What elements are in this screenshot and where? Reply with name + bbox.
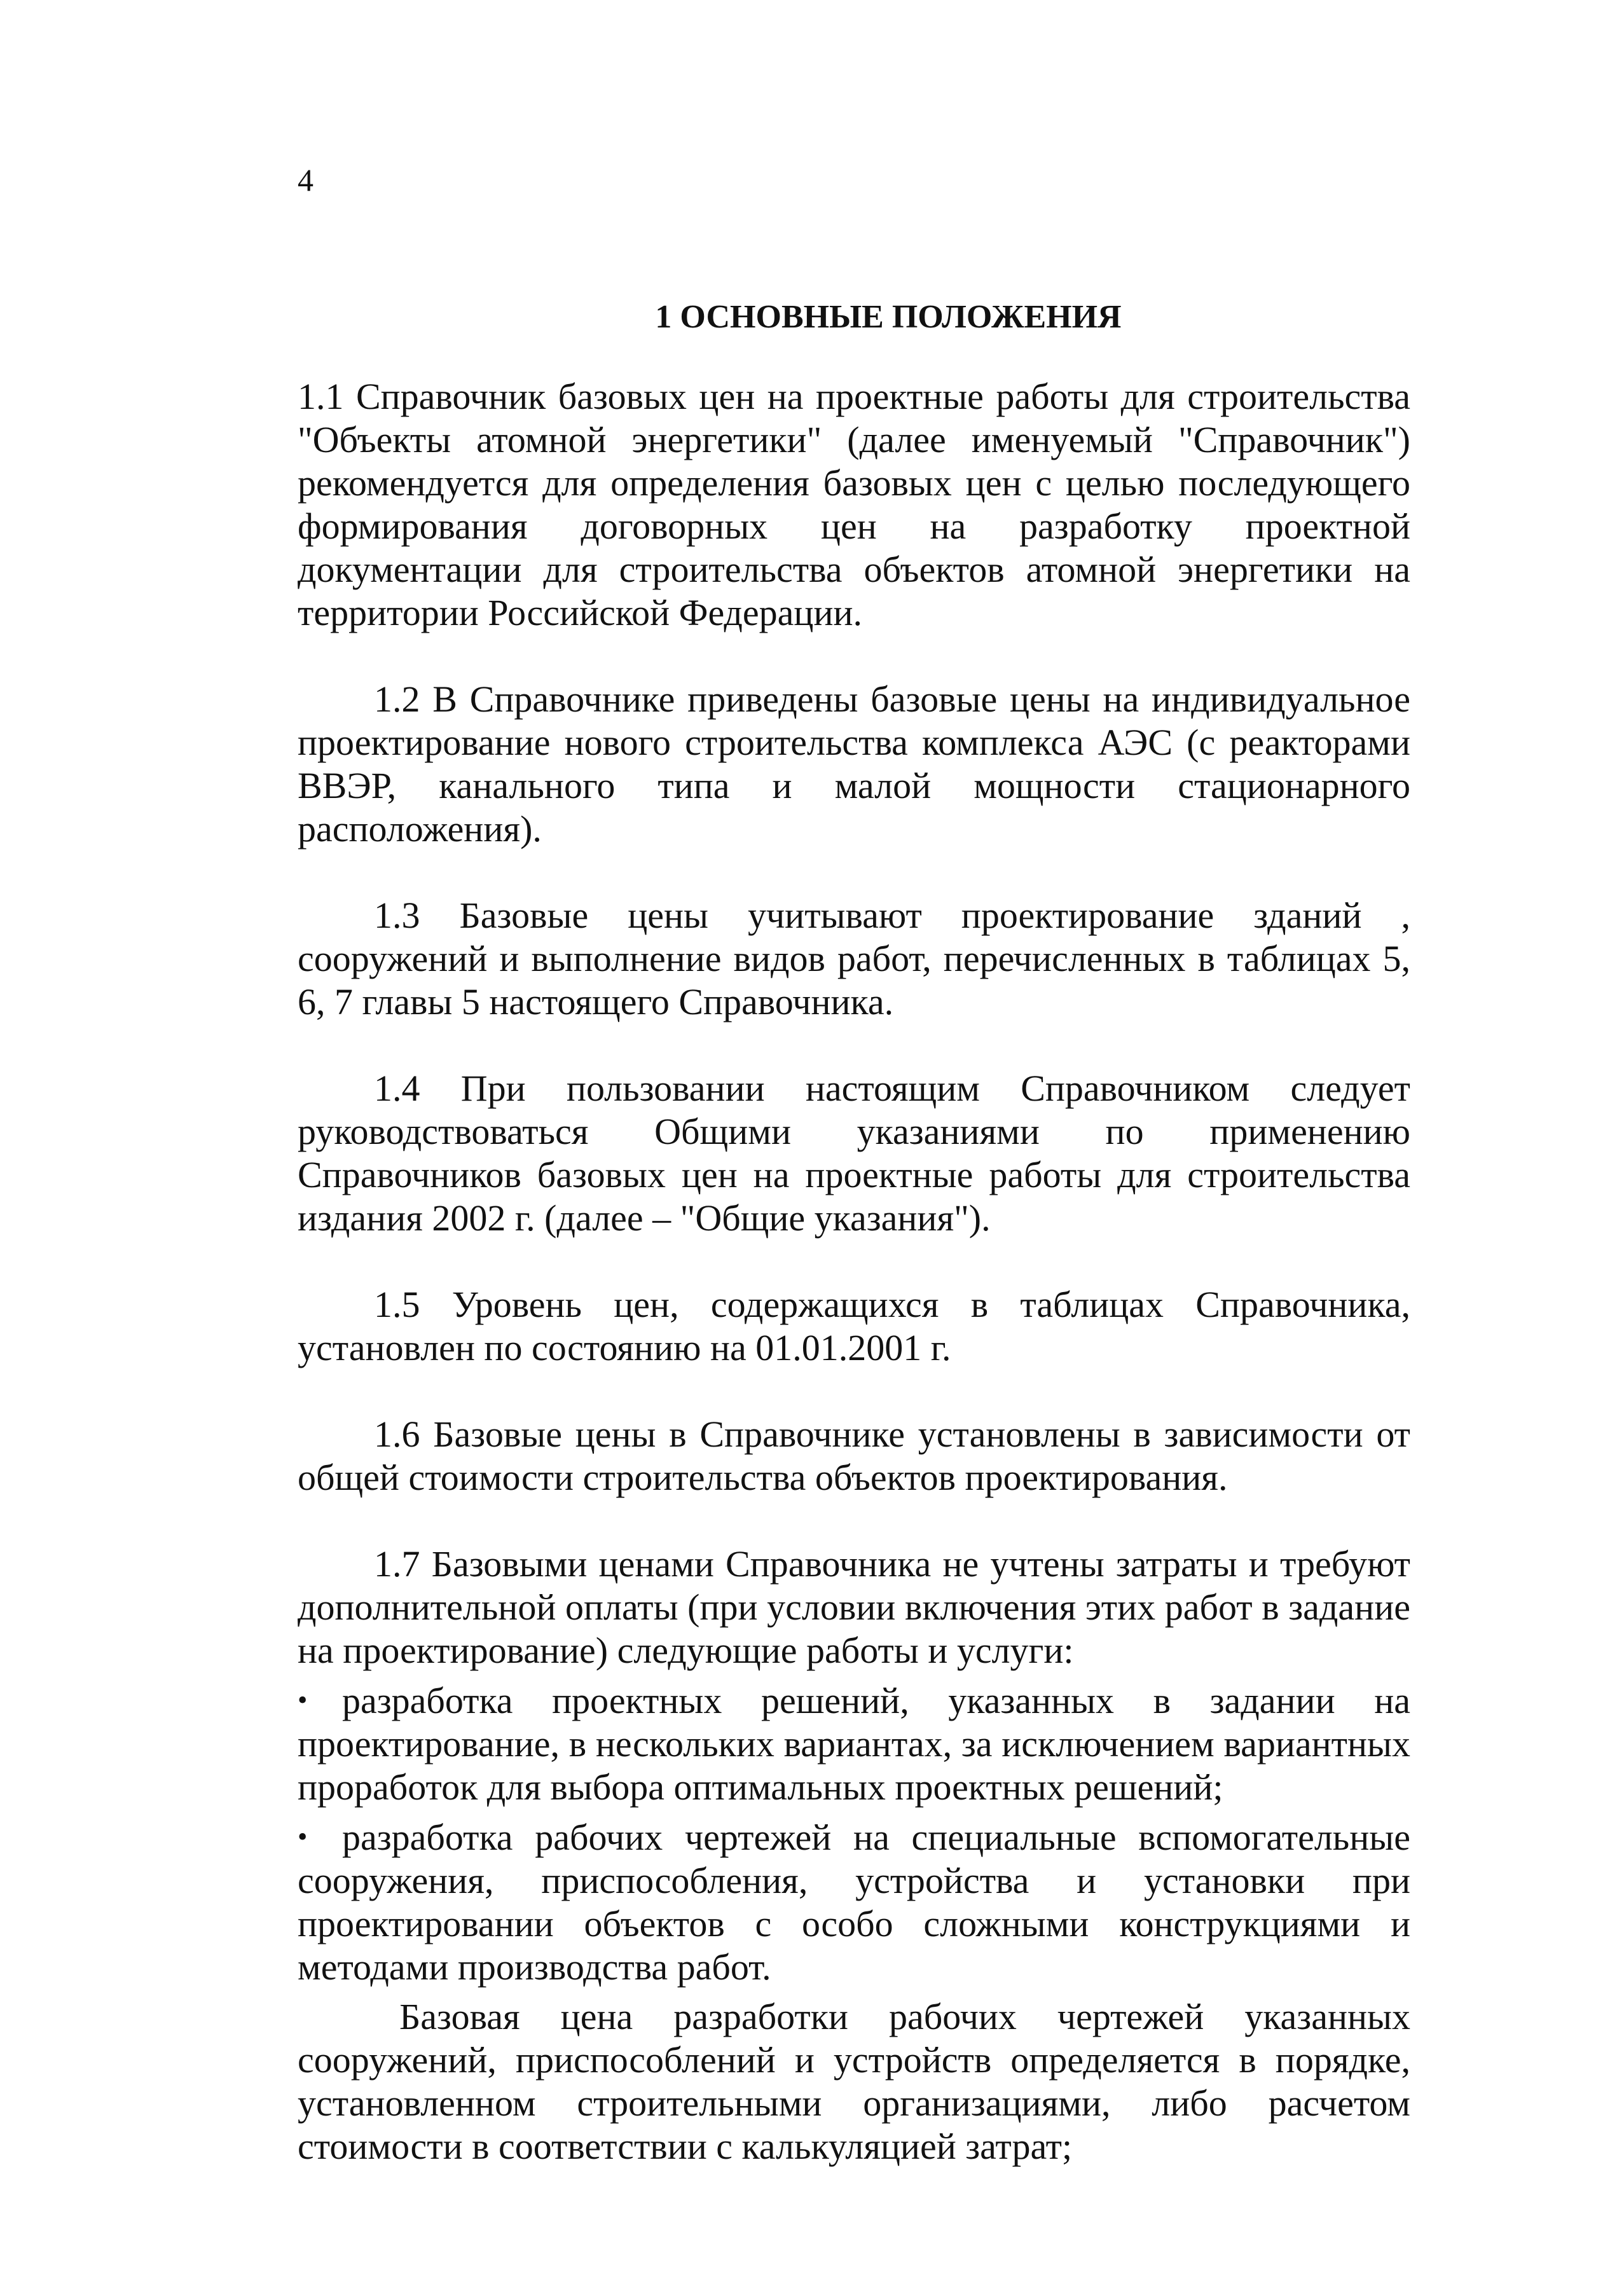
paragraph-1-1: [298, 375, 1410, 635]
list-item-text: разработка рабочих чертежей на специальные вспомогательные сооружения, приспособления, устройства и установки при проектировании объектов с особо сложными конструкциями и методами производства работ.: [298, 1817, 1410, 1988]
paragraph-1-2: [298, 678, 1410, 851]
paragraph-1-6: [298, 1413, 1410, 1499]
paragraph-1-2-text: 1.2 В Справочнике приведены базовые цены на индивидуальное проектирование нового строительства комплекса АЭС (с реакторами ВВЭР, канального типа и малой мощности стационарного расположения).: [298, 678, 1410, 850]
page-number: 4: [298, 162, 313, 198]
section-heading: 1 ОСНОВНЫЕ ПОЛОЖЕНИЯ: [655, 299, 1122, 335]
paragraph-1-6-text: 1.6 Базовые цены в Справочнике установлены в зависимости от общей стоимости строительства объектов проектирования.: [298, 1414, 1410, 1498]
bullet-icon: •: [298, 1821, 308, 1852]
document-body: [298, 375, 1410, 2168]
paragraph-1-1-text: 1.1 Справочник базовых цен на проектные работы для строительства "Объекты атомной энергетики" (далее именуемый "Справочник") рекомендуется для определения базовых цен с целью последующего формирования договорных цен на разработку проектной документации для строительства объектов атомной энергетики на территории Российской Федерации.: [298, 376, 1410, 633]
paragraph-1-7: [298, 1543, 1410, 1672]
note-paragraph: [298, 1995, 1410, 2168]
list-item-text: разработка проектных решений, указанных в задании на проектирование, в нескольких вариантах, за исключением вариантных проработок для выбора оптимальных проектных решений;: [298, 1680, 1410, 1808]
paragraph-1-5: [298, 1283, 1410, 1370]
paragraph-1-4-text: 1.4 При пользовании настоящим Справочником следует руководствоваться Общими указаниями по применению Справочников базовых цен на проектные работы для строительства издания 2002 г. (далее – "Общие указания").: [298, 1068, 1410, 1239]
paragraph-1-3-text: 1.3 Базовые цены учитывают проектирование зданий , сооружений и выполнение видов работ, перечисленных в таблицах 5, 6, 7 главы 5 настоящего Справочника.: [298, 895, 1410, 1022]
bullet-icon: •: [298, 1684, 308, 1716]
paragraph-1-7-text: 1.7 Базовыми ценами Справочника не учтены затраты и требуют дополнительной оплаты (при условии включения этих работ в задание на проектирование) следующие работы и услуги:: [298, 1543, 1410, 1671]
list-item: [298, 1679, 1410, 1809]
paragraph-1-3: [298, 894, 1410, 1024]
bullet-list: [298, 1679, 1410, 1989]
paragraph-1-5-text: 1.5 Уровень цен, содержащихся в таблицах Справочника, установлен по состоянию на 01.01.2001 г.: [298, 1284, 1410, 1368]
paragraph-1-4: [298, 1067, 1410, 1240]
list-item: [298, 1815, 1410, 1989]
note-text: Базовая цена разработки рабочих чертежей указанных сооружений, приспособлений и устройств определяется в порядке, установленном строительными организациями, либо расчетом стоимости в соответствии с калькуляцией затрат;: [298, 1996, 1410, 2167]
